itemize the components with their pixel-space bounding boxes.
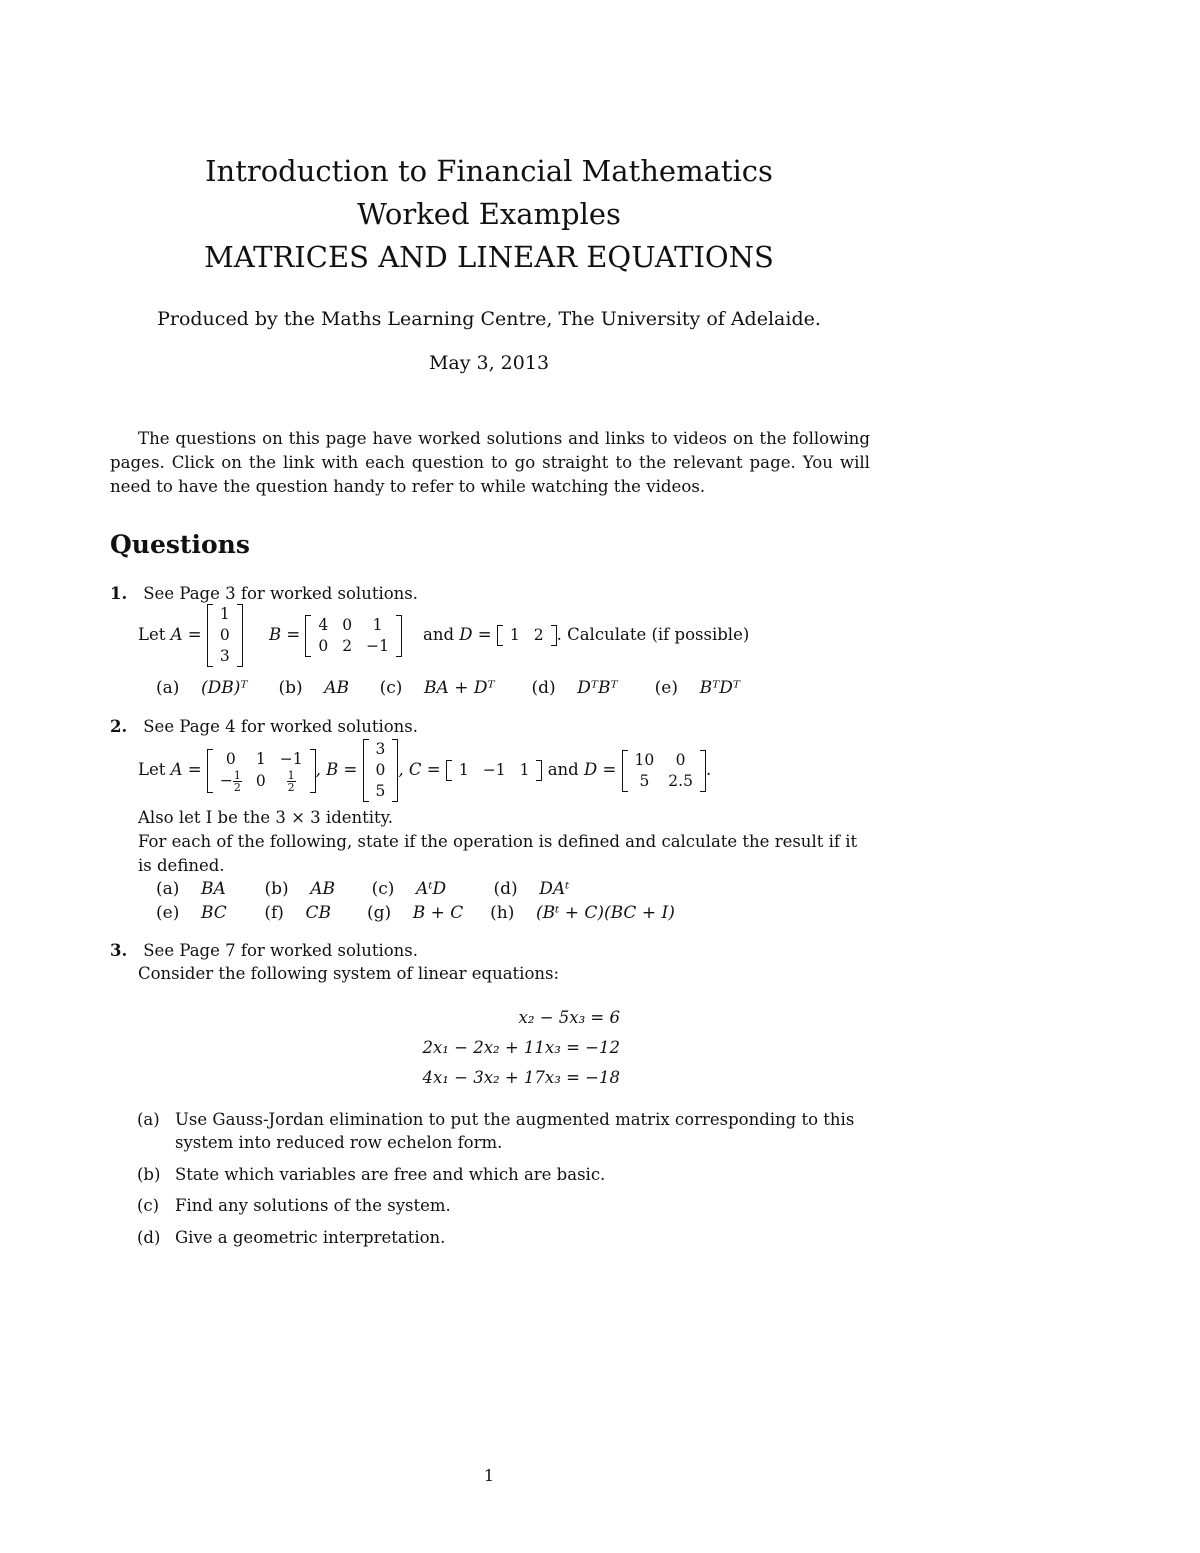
q1-and: and — [423, 625, 455, 644]
q3-link[interactable]: See Page 7 for worked solutions. — [143, 941, 419, 960]
q3-part-d — [137, 1226, 867, 1249]
q2-matrix-d — [622, 750, 706, 792]
section-title: Questions — [110, 530, 250, 559]
matrix-entry — [213, 770, 249, 793]
part-text: Use Gauss-Jordan elimination to put the augmented matrix corresponding to this system into reduced row echelon form. — [175, 1110, 855, 1152]
q1-d-label: D = — [459, 625, 492, 644]
fraction-numerator: 1 — [233, 768, 241, 782]
part-expr: BᵀDᵀ — [699, 678, 740, 698]
q2-instruction-2: is defined. — [138, 856, 225, 875]
matrix-entry: 0 — [318, 636, 329, 655]
part-label: (c) — [371, 879, 395, 899]
matrix-entry: 2 — [342, 636, 353, 655]
q3-part-b — [137, 1163, 867, 1186]
matrix-entry: 1 — [509, 626, 520, 644]
q1-let: Let — [138, 625, 166, 644]
equation-3: 4x₁ − 3x₂ + 17x₃ = −18 — [422, 1068, 620, 1087]
part-expr: DAᵗ — [539, 879, 570, 899]
matrix-entry: 5 — [639, 771, 650, 790]
q2-number: 2. — [110, 717, 128, 736]
minus-sign: − — [219, 771, 233, 789]
part-label: (c) — [137, 1196, 160, 1215]
q2-matrix-c — [446, 760, 543, 781]
q2-also: Also let I be the 3 × 3 identity. — [138, 808, 394, 827]
matrix-entry — [273, 770, 310, 793]
fraction-denominator: 2 — [233, 780, 241, 794]
q3-header — [110, 941, 418, 960]
part-label: (e) — [654, 678, 678, 698]
part-expr: CB — [305, 903, 332, 923]
part-label: (e) — [156, 903, 180, 923]
matrix-entry: 1 — [372, 615, 383, 634]
part-label: (h) — [490, 903, 515, 923]
q2-parts-row-2 — [156, 903, 675, 923]
q1-link[interactable]: See Page 3 for worked solutions. — [143, 584, 419, 603]
part-expr: BA — [201, 879, 226, 899]
matrix-entry: 5 — [375, 782, 386, 800]
part-label: (c) — [379, 678, 403, 698]
q1-number: 1. — [110, 584, 128, 603]
q2-matrix-a — [207, 749, 316, 793]
part-label: (d) — [137, 1228, 161, 1247]
part-expr: BA + Dᵀ — [424, 678, 495, 698]
part-label: (f) — [264, 903, 284, 923]
title-line-3: MATRICES AND LINEAR EQUATIONS — [204, 240, 774, 274]
matrix-entry: 1 — [458, 761, 469, 779]
part-expr: AᵗD — [416, 879, 447, 899]
equation-2: 2x₁ − 2x₂ + 11x₃ = −12 — [422, 1038, 620, 1057]
fraction — [233, 770, 242, 793]
matrix-entry: −1 — [366, 636, 390, 655]
part-label: (b) — [137, 1165, 161, 1184]
q2-let: Let — [138, 760, 166, 779]
matrix-entry: 1 — [255, 749, 266, 768]
matrix-entry: 3 — [219, 647, 230, 665]
q1-matrix-d — [497, 625, 557, 646]
part-label: (b) — [264, 879, 289, 899]
part-label: (g) — [366, 903, 392, 923]
matrix-entry: 10 — [634, 750, 655, 769]
part-expr: AB — [324, 678, 349, 698]
q3-consider: Consider the following system of linear equations: — [138, 964, 560, 983]
matrix-entry: 2 — [533, 626, 544, 644]
fraction-denominator: 2 — [287, 780, 295, 794]
part-label: (d) — [531, 678, 556, 698]
part-label: (b) — [278, 678, 303, 698]
matrix-entry: −1 — [482, 761, 506, 779]
matrix-entry: 0 — [342, 615, 353, 634]
q1-statement — [138, 604, 749, 667]
part-text: Find any solutions of the system. — [175, 1196, 451, 1215]
q2-instruction-1: For each of the following, state if the operation is defined and calculate the result if it — [138, 832, 858, 851]
byline: Produced by the Maths Learning Centre, The University of Adelaide. — [157, 308, 821, 330]
part-label: (a) — [156, 678, 180, 698]
part-label: (a) — [156, 879, 180, 899]
q2-matrix-b — [363, 739, 399, 802]
part-label: (a) — [137, 1110, 160, 1129]
part-expr: DᵀBᵀ — [577, 678, 618, 698]
q2-d-label: D = — [583, 760, 617, 779]
q1-a-label: A = — [170, 625, 202, 644]
matrix-entry: −1 — [279, 749, 303, 768]
q1-header — [110, 584, 418, 603]
q2-a-label: A = — [170, 760, 202, 779]
q2-header — [110, 717, 418, 736]
q3-number: 3. — [110, 941, 128, 960]
part-expr: AB — [310, 879, 335, 899]
matrix-entry: 1 — [519, 761, 530, 779]
part-label: (d) — [493, 879, 518, 899]
page-number: 1 — [483, 1466, 495, 1485]
matrix-entry: 4 — [318, 615, 329, 634]
matrix-entry: 3 — [375, 740, 386, 758]
q2-parts-row-1 — [156, 879, 569, 899]
intro-paragraph: The questions on this page have worked solutions and links to videos on the following pages. Click on the link with each question to go straight to the relevant page. You will need to have the question handy to refer to while watching the videos. — [110, 429, 870, 496]
part-expr: B + C — [412, 903, 464, 923]
q2-period: . — [705, 760, 712, 779]
q1-parts — [156, 678, 740, 698]
part-expr: (DB)ᵀ — [201, 678, 248, 698]
q2-link[interactable]: See Page 4 for worked solutions. — [143, 717, 419, 736]
fraction-numerator: 1 — [287, 768, 295, 782]
q1-b-label: B = — [268, 625, 301, 644]
q2-c-label: , C = — [398, 760, 441, 779]
part-text: Give a geometric interpretation. — [175, 1228, 446, 1247]
part-text: State which variables are free and which are basic. — [175, 1165, 606, 1184]
part-expr: BC — [200, 903, 227, 923]
matrix-entry: 0 — [675, 750, 686, 769]
matrix-entry: 0 — [225, 749, 236, 768]
q3-part-c — [137, 1194, 867, 1217]
matrix-entry: 2.5 — [668, 771, 693, 790]
q1-tail: . Calculate (if possible) — [556, 625, 750, 644]
matrix-entry: 0 — [375, 761, 386, 779]
equation-1: x₂ − 5x₃ = 6 — [518, 1008, 620, 1027]
title-line-1: Introduction to Financial Mathematics — [205, 154, 773, 188]
q3-part-a — [137, 1108, 867, 1154]
q1-matrix-b — [305, 615, 402, 657]
matrix-entry: 0 — [255, 771, 266, 790]
q2-b-label: , B = — [315, 760, 358, 779]
q1-matrix-a — [207, 604, 243, 667]
equation-system — [340, 1003, 620, 1093]
date: May 3, 2013 — [428, 352, 550, 374]
matrix-entry: 0 — [219, 626, 230, 644]
title-line-2: Worked Examples — [357, 197, 621, 231]
part-expr: (Bᵗ + C)(BC + I) — [535, 903, 675, 923]
title-block — [0, 150, 978, 279]
matrix-entry: 1 — [219, 605, 230, 623]
q2-statement — [138, 739, 711, 802]
q2-and: and — [547, 760, 579, 779]
fraction — [287, 770, 296, 793]
